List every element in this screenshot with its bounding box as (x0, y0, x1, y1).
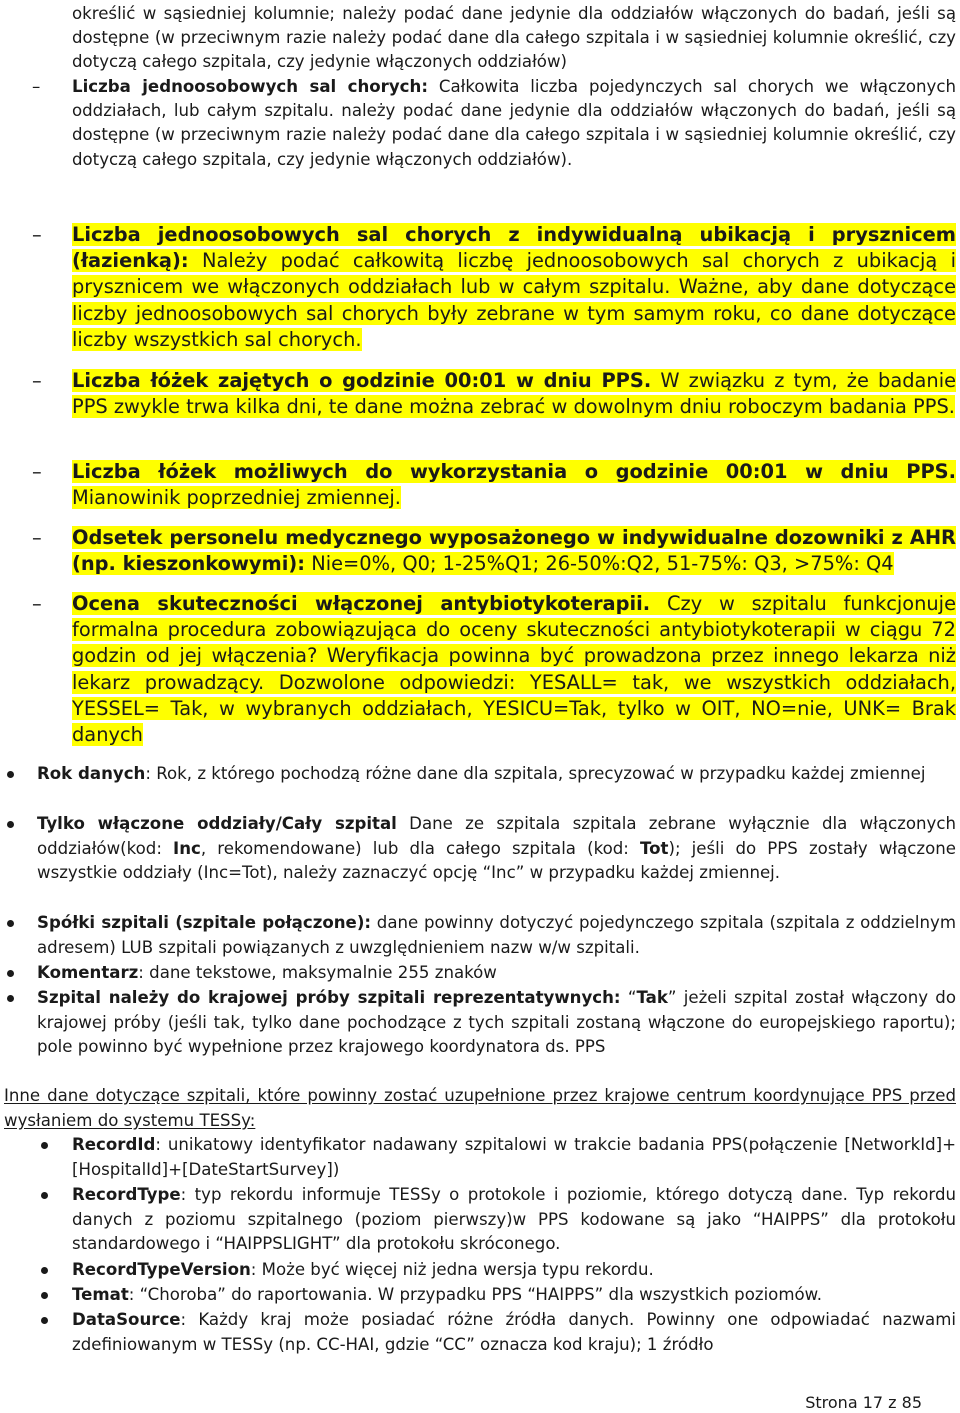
bullet-text: : Rok, z którego pochodzą różne dane dla szpitala, sprecyzować w przypadku każdej zmiennej (145, 764, 926, 783)
dash-marker: – (32, 223, 42, 246)
dash-marker: – (32, 77, 41, 96)
item-term: Odsetek personelu medycznego wyposażonego w indywidualne dozowniki z AHR (np. kieszonkowymi): (72, 526, 956, 576)
bullet-icon (7, 821, 14, 828)
section-item-recordid (72, 1133, 956, 1182)
section-text: : Może być więcej niż jedna wersja typu rekordu. (250, 1260, 654, 1279)
intro-text: określić w sąsiedniej kolumnie; należy podać dane jedynie dla oddziałów włączonych do badań, jeśli są dostępne (w przeciwnym razie należy podać dane dla całego szpitala i w sąsiedniej kolumnie określić, czy dotyczą całego szpitala, czy jedynie włączonych oddziałów) (72, 4, 956, 72)
bullet-icon (41, 1192, 48, 1199)
bullet-term: Tylko włączone oddziały/Cały szpital (37, 814, 397, 833)
section-text: : unikatowy identyfikator nadawany szpitalowi w trakcie badania PPS(połączenie [NetworkId]+[HospitalId]+[DateStartSurvey]) (72, 1135, 956, 1179)
item-text: Nie=0%, Q0; 1-25%Q1; 26-50%:Q2, 51-75%: Q3, >75%: Q4 (305, 552, 894, 576)
section-term: RecordType (72, 1185, 181, 1204)
single-rooms-item (72, 75, 956, 172)
available-beds-item (72, 459, 956, 511)
dash-marker: – (32, 526, 42, 549)
dash-marker: – (32, 369, 42, 392)
bullet-item (37, 911, 956, 960)
section-text: : typ rekordu informuje TESSy o protokole i poziomie, którego dotyczą dane. Typ rekordu danych z poziomu szpitalnego (poziom pierwszy)w PPS kodowane są jako “HAIPPS” dla protokołu standardowego i “HAIPPSLIGHT” dla protokołu skróconego. (72, 1185, 956, 1254)
item-term: Liczba jednoosobowych sal chorych z indywidualną ubikacją i prysznicem (łazienką): (72, 223, 956, 273)
single-rooms-bathroom-item (72, 222, 956, 353)
occupied-beds-item (72, 368, 956, 420)
intro-paragraph (72, 2, 956, 75)
section-term: RecordId (72, 1135, 156, 1154)
item-text: Całkowita liczba pojedynczych sal chorych we włączonych oddziałach, lub całym szpitalu. należy podać dane jedynie dla oddziałów włączonych do badań, jeśli są dostępne (w przeciwnym razie należy podać dane dla całego szpitala i w sąsiedniej kolumnie określić, czy dotyczą całego szpitala, czy jedynie włączonych oddziałów). (72, 77, 956, 169)
bullet-item: Szpital należy do krajowej próby szpitali reprezentatywnych: “Tak” jeżeli szpital został włączony do krajowej próby (jeśli tak, tylko dane pochodzące z tych szpitali zostaną włączone do europejskiego raportu); pole powinno być wypełnione przez krajowego koordynatora ds. PPS (37, 988, 956, 1057)
bullet-icon (7, 995, 14, 1002)
section-item-recordtypeversion (72, 1258, 956, 1283)
item-text: Należy podać całkowitą liczbę jednoosobowych sal chorych z ubikacją i prysznicem we włączonych oddziałach lub w całym szpitalu. Ważne, aby dane dotyczące liczby jednoosobowych sal chorych były zebrane w tym samym roku, co dane dotyczące liczby wszystkich sal chorych. (72, 249, 956, 351)
ahr-dispensers-item (72, 525, 956, 577)
item-text: Czy w szpitalu funkcjonuje formalna procedura zobowiązująca do oceny skuteczności antybiotykoterapii w ciągu 72 godzin od jej włączenia? Weryfikacja powinna być prowadzona przez innego lekarza niż lekarz prowadzący. Dozwolone odpowiedzi: YESALL= tak, we wszystkich oddziałach, YESSEL= Tak, w wybranych oddziałach, YESICU=Tak, tylko w OIT, NO=nie, UNK= Brak danych (72, 592, 957, 747)
bullet-term: Komentarz (37, 963, 139, 982)
section-item-datasource (72, 1308, 956, 1357)
item-term: Ocena skuteczności włączonej antybiotykoterapii. (72, 592, 651, 615)
section-text: : “Choroba” do raportowania. W przypadku PPS “HAIPPS” dla wszystkich poziomów. (128, 1285, 822, 1304)
bullet-icon (41, 1292, 48, 1299)
bullet-icon (41, 1317, 48, 1324)
item-term: Liczba jednoosobowych sal chorych: (72, 77, 428, 96)
bullet-item (37, 762, 956, 787)
bullet-icon (7, 771, 14, 778)
bullet-term: Spółki szpitali (szpitale połączone): (37, 913, 372, 932)
section-heading: Inne dane dotyczące szpitali, które powinny zostać uzupełnione przez krajowe centrum koordynujące PPS przed wysłaniem do systemu TESSy: (4, 1086, 956, 1130)
bullet-icon (41, 1142, 48, 1149)
section-term: RecordTypeVersion (72, 1260, 251, 1279)
section-item-recordtype (72, 1183, 956, 1257)
section-item-temat (72, 1283, 956, 1308)
page-number: Strona 17 z 85 (805, 1393, 922, 1412)
item-term: Liczba łóżek możliwych do wykorzystania o godzinie 00:01 w dniu PPS. (72, 460, 956, 483)
bullet-text: : dane tekstowe, maksymalnie 255 znaków (138, 963, 497, 982)
item-text: W związku z tym, że badanie PPS zwykle trwa kilka dni, te dane można zebrać w dowolnym dniu roboczym badania PPS. (72, 369, 957, 419)
section-text: : Każdy kraj może posiadać różne źródła danych. Powinny one odpowiadać nazwami zdefiniowanym w TESSy (np. CC-HAI, gdzie “CC” oznacza kod kraju); 1 źródło (72, 1310, 956, 1354)
dash-marker: – (32, 460, 42, 483)
item-text: Mianowinik poprzedniej zmiennej. (72, 486, 401, 510)
bullet-icon (41, 1267, 48, 1274)
item-term: Liczba łóżek zajętych o godzinie 00:01 w dniu PPS. (72, 369, 652, 392)
bullet-item (37, 961, 956, 986)
section-term: DataSource (72, 1310, 181, 1329)
bullet-term: Szpital należy do krajowej próby szpitali reprezentatywnych: (37, 988, 621, 1007)
bullet-icon (7, 920, 14, 927)
bullet-text: dane powinny dotyczyć pojedynczego szpitala (szpitala z oddzielnym adresem) LUB szpitali powiązanych z uwzględnieniem nazw w/w szpitali. (37, 913, 957, 957)
dash-marker: – (32, 592, 42, 615)
bullet-icon (7, 970, 14, 977)
section-term: Temat (72, 1285, 129, 1304)
bullet-term: Rok danych (37, 764, 146, 783)
bullet-item: Tylko włączone oddziały/Cały szpital Dane ze szpitala szpitala zebrane wyłącznie dla włączonych oddziałów(kod: Inc, rekomendowane) lub dla całego szpitala (kod: Tot); jeśli do PPS zostały włączone wszystkie oddziały (Inc=Tot), należy zaznaczyć opcję “Inc” w przypadku każdej zmiennej. (37, 814, 957, 883)
antibiotic-review-item (72, 591, 956, 748)
